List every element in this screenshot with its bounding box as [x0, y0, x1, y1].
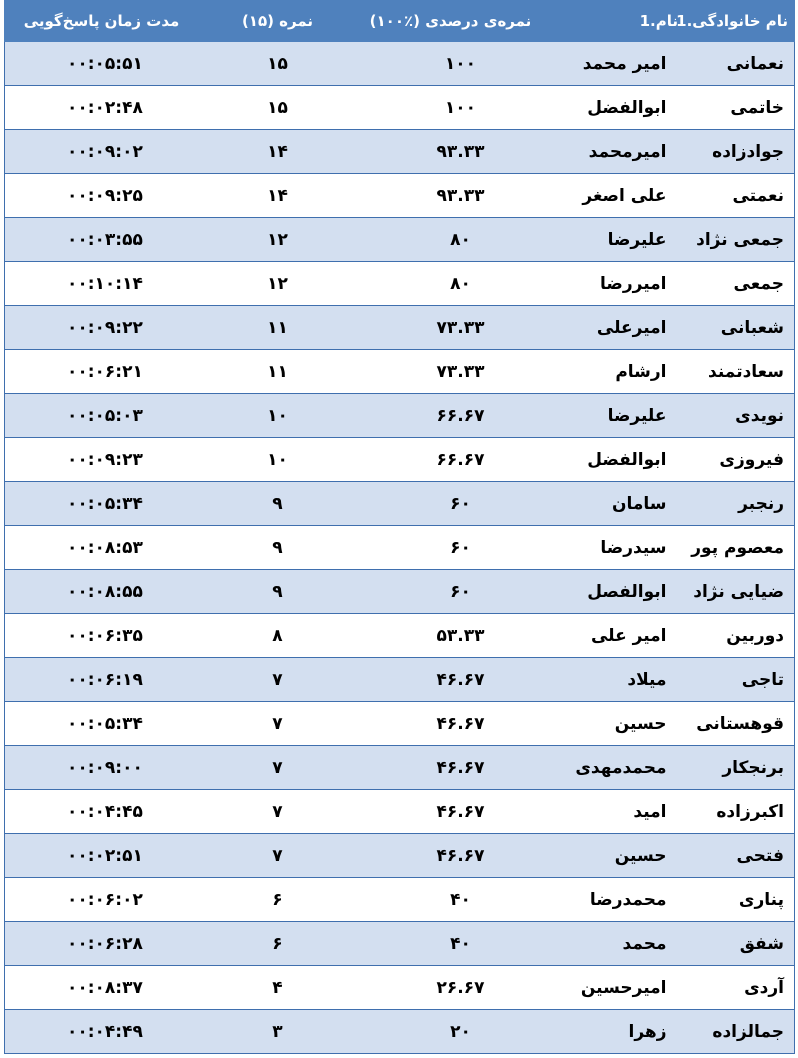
cell-percent-score: ۹۳.۳۳ — [357, 130, 545, 174]
cell-score: ۱۰ — [199, 394, 357, 438]
header-response-time: مدت زمان پاسخ‌گویی — [5, 1, 199, 42]
cell-percent-score: ۵۳.۳۳ — [357, 614, 545, 658]
cell-percent-score: ۴۶.۶۷ — [357, 790, 545, 834]
cell-last-name: ضیایی نژاد — [685, 570, 795, 614]
cell-first-name: امیر علی — [545, 614, 685, 658]
cell-response-time: ۰۰:۰۵:۳۴ — [5, 702, 199, 746]
cell-first-name: امیرعلی — [545, 306, 685, 350]
table-row — [5, 746, 795, 790]
cell-first-name: ابوالفصل — [545, 570, 685, 614]
cell-first-name: زهرا — [545, 1010, 685, 1054]
cell-score: ۱۱ — [199, 306, 357, 350]
cell-first-name: امید — [545, 790, 685, 834]
cell-last-name: نعمانی — [685, 42, 795, 86]
table-row — [5, 262, 795, 306]
results-table — [4, 0, 795, 1054]
cell-last-name: رنجبر — [685, 482, 795, 526]
cell-score: ۱۲ — [199, 262, 357, 306]
cell-last-name: آردی — [685, 966, 795, 1010]
table-row — [5, 570, 795, 614]
cell-last-name: جمالزاده — [685, 1010, 795, 1054]
table-row — [5, 834, 795, 878]
cell-percent-score: ۴۶.۶۷ — [357, 658, 545, 702]
cell-score: ۱۵ — [199, 42, 357, 86]
cell-last-name: اکبرزاده — [685, 790, 795, 834]
cell-last-name: نویدی — [685, 394, 795, 438]
cell-last-name: فیروزی — [685, 438, 795, 482]
table-row — [5, 1010, 795, 1054]
cell-last-name: شفق — [685, 922, 795, 966]
cell-last-name: تاجی — [685, 658, 795, 702]
table-row — [5, 306, 795, 350]
table-body — [5, 42, 795, 1054]
cell-first-name: امیر محمد — [545, 42, 685, 86]
cell-percent-score: ۱۰۰ — [357, 86, 545, 130]
table-row — [5, 658, 795, 702]
table-row — [5, 790, 795, 834]
header-last-name: نام خانوادگی.1 — [685, 1, 795, 42]
cell-response-time: ۰۰:۰۵:۰۳ — [5, 394, 199, 438]
cell-first-name: محمدرضا — [545, 878, 685, 922]
cell-first-name: علیرضا — [545, 218, 685, 262]
table-row — [5, 350, 795, 394]
table-row — [5, 966, 795, 1010]
cell-first-name: سیدرضا — [545, 526, 685, 570]
cell-first-name: امیررضا — [545, 262, 685, 306]
cell-last-name: دوربین — [685, 614, 795, 658]
cell-response-time: ۰۰:۰۹:۰۰ — [5, 746, 199, 790]
cell-score: ۸ — [199, 614, 357, 658]
cell-response-time: ۰۰:۰۹:۲۵ — [5, 174, 199, 218]
cell-last-name: پناری — [685, 878, 795, 922]
cell-score: ۷ — [199, 834, 357, 878]
cell-response-time: ۰۰:۰۶:۱۹ — [5, 658, 199, 702]
cell-percent-score: ۴۶.۶۷ — [357, 746, 545, 790]
table-row — [5, 878, 795, 922]
cell-score: ۳ — [199, 1010, 357, 1054]
header-percent-score: نمره‌ی درصدی (٪۱۰۰) — [357, 1, 545, 42]
cell-response-time: ۰۰:۰۶:۲۱ — [5, 350, 199, 394]
cell-response-time: ۰۰:۰۹:۰۲ — [5, 130, 199, 174]
cell-response-time: ۰۰:۰۶:۰۲ — [5, 878, 199, 922]
cell-last-name: نعمتی — [685, 174, 795, 218]
cell-score: ۱۲ — [199, 218, 357, 262]
cell-percent-score: ۸۰ — [357, 218, 545, 262]
cell-score: ۱۰ — [199, 438, 357, 482]
cell-score: ۱۵ — [199, 86, 357, 130]
cell-first-name: ابوالفضل — [545, 86, 685, 130]
cell-last-name: جوادزاده — [685, 130, 795, 174]
cell-first-name: امیرمحمد — [545, 130, 685, 174]
cell-first-name: محمدمهدی — [545, 746, 685, 790]
cell-percent-score: ۴۰ — [357, 878, 545, 922]
cell-percent-score: ۶۰ — [357, 482, 545, 526]
cell-response-time: ۰۰:۰۲:۴۸ — [5, 86, 199, 130]
table-row — [5, 438, 795, 482]
cell-score: ۶ — [199, 922, 357, 966]
cell-score: ۷ — [199, 746, 357, 790]
cell-first-name: ارشام — [545, 350, 685, 394]
cell-percent-score: ۲۰ — [357, 1010, 545, 1054]
cell-response-time: ۰۰:۰۸:۳۷ — [5, 966, 199, 1010]
cell-percent-score: ۶۶.۶۷ — [357, 394, 545, 438]
cell-score: ۹ — [199, 482, 357, 526]
cell-first-name: حسین — [545, 702, 685, 746]
cell-response-time: ۰۰:۰۶:۲۸ — [5, 922, 199, 966]
cell-response-time: ۰۰:۰۶:۳۵ — [5, 614, 199, 658]
cell-last-name: جمعی — [685, 262, 795, 306]
cell-percent-score: ۱۰۰ — [357, 42, 545, 86]
cell-last-name: فتحی — [685, 834, 795, 878]
table-row — [5, 614, 795, 658]
cell-response-time: ۰۰:۰۲:۵۱ — [5, 834, 199, 878]
table-row — [5, 922, 795, 966]
table-row — [5, 130, 795, 174]
cell-percent-score: ۴۰ — [357, 922, 545, 966]
cell-first-name: محمد — [545, 922, 685, 966]
cell-score: ۴ — [199, 966, 357, 1010]
cell-score: ۹ — [199, 570, 357, 614]
cell-response-time: ۰۰:۰۸:۵۵ — [5, 570, 199, 614]
cell-percent-score: ۴۶.۶۷ — [357, 834, 545, 878]
cell-first-name: حسین — [545, 834, 685, 878]
cell-first-name: میلاد — [545, 658, 685, 702]
cell-response-time: ۰۰:۰۳:۵۵ — [5, 218, 199, 262]
cell-score: ۹ — [199, 526, 357, 570]
header-row — [5, 1, 795, 42]
cell-last-name: قوهستانی — [685, 702, 795, 746]
cell-percent-score: ۶۰ — [357, 526, 545, 570]
cell-last-name: خاتمی — [685, 86, 795, 130]
cell-last-name: معصوم پور — [685, 526, 795, 570]
cell-last-name: برنجکار — [685, 746, 795, 790]
cell-first-name: ابوالفضل — [545, 438, 685, 482]
table-row — [5, 174, 795, 218]
cell-score: ۶ — [199, 878, 357, 922]
table-row — [5, 394, 795, 438]
cell-response-time: ۰۰:۰۸:۵۳ — [5, 526, 199, 570]
table-row — [5, 526, 795, 570]
cell-last-name: شعبانی — [685, 306, 795, 350]
header-first-name: نام.1 — [545, 1, 685, 42]
cell-response-time: ۰۰:۰۴:۴۹ — [5, 1010, 199, 1054]
cell-percent-score: ۷۳.۳۳ — [357, 350, 545, 394]
cell-score: ۷ — [199, 790, 357, 834]
cell-response-time: ۰۰:۰۵:۳۴ — [5, 482, 199, 526]
cell-percent-score: ۲۶.۶۷ — [357, 966, 545, 1010]
cell-response-time: ۰۰:۰۴:۴۵ — [5, 790, 199, 834]
table-row — [5, 702, 795, 746]
cell-score: ۷ — [199, 702, 357, 746]
cell-percent-score: ۹۳.۳۳ — [357, 174, 545, 218]
cell-percent-score: ۷۳.۳۳ — [357, 306, 545, 350]
cell-score: ۷ — [199, 658, 357, 702]
cell-percent-score: ۶۰ — [357, 570, 545, 614]
cell-response-time: ۰۰:۰۵:۵۱ — [5, 42, 199, 86]
table-header — [5, 1, 795, 42]
header-score: نمره (۱۵) — [199, 1, 357, 42]
cell-percent-score: ۶۶.۶۷ — [357, 438, 545, 482]
cell-first-name: امیرحسین — [545, 966, 685, 1010]
cell-percent-score: ۴۶.۶۷ — [357, 702, 545, 746]
cell-score: ۱۴ — [199, 130, 357, 174]
cell-percent-score: ۸۰ — [357, 262, 545, 306]
cell-last-name: جمعی نژاد — [685, 218, 795, 262]
cell-first-name: علیرضا — [545, 394, 685, 438]
table-row — [5, 482, 795, 526]
cell-last-name: سعادتمند — [685, 350, 795, 394]
cell-score: ۱۴ — [199, 174, 357, 218]
table-row — [5, 86, 795, 130]
cell-response-time: ۰۰:۰۹:۲۲ — [5, 306, 199, 350]
cell-score: ۱۱ — [199, 350, 357, 394]
table-row — [5, 42, 795, 86]
cell-response-time: ۰۰:۱۰:۱۴ — [5, 262, 199, 306]
cell-first-name: سامان — [545, 482, 685, 526]
table-row — [5, 218, 795, 262]
cell-first-name: علی اصغر — [545, 174, 685, 218]
cell-response-time: ۰۰:۰۹:۲۳ — [5, 438, 199, 482]
